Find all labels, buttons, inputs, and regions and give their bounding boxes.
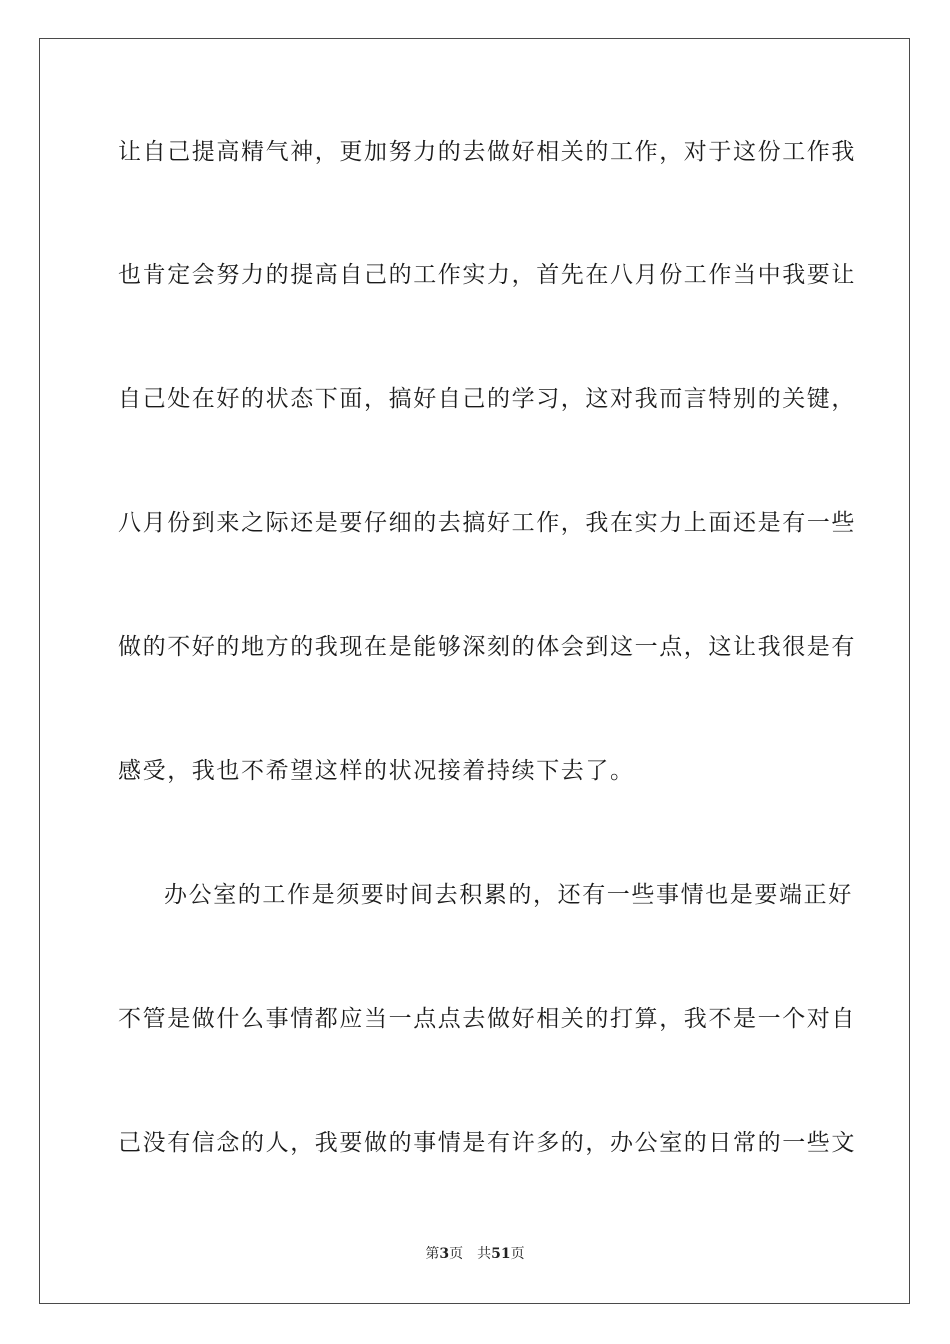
page-suffix: 页 — [449, 1246, 464, 1262]
text-line-5: 做的不好的地方的我现在是能够深刻的体会到这一点，这让我很是有 — [118, 634, 856, 660]
page-prefix: 第 — [425, 1246, 440, 1262]
current-page-number: 3 — [439, 1246, 450, 1262]
page-border — [39, 38, 910, 1304]
text-line-4: 八月份到来之际还是要仔细的去搞好工作，我在实力上面还是有一些 — [118, 510, 856, 536]
text-line-9: 己没有信念的人，我要做的事情是有许多的，办公室的日常的一些文 — [118, 1130, 856, 1156]
total-page-count: 51 — [491, 1246, 511, 1262]
text-line-1: 让自己提高精气神，更加努力的去做好相关的工作，对于这份工作我 — [118, 139, 856, 165]
text-line-3: 自己处在好的状态下面，搞好自己的学习，这对我而言特别的关键， — [118, 386, 856, 412]
total-prefix: 共 — [477, 1246, 492, 1262]
page-footer — [0, 1244, 950, 1264]
total-suffix: 页 — [510, 1246, 525, 1262]
text-line-8: 不管是做什么事情都应当一点点去做好相关的打算，我不是一个对自 — [118, 1006, 856, 1032]
text-line-6: 感受，我也不希望这样的状况接着持续下去了。 — [118, 758, 635, 784]
text-line-2: 也肯定会努力的提高自己的工作实力，首先在八月份工作当中我要让 — [118, 262, 856, 288]
paragraph-start-line: 办公室的工作是须要时间去积累的，还有一些事情也是要端正好 — [164, 882, 853, 908]
